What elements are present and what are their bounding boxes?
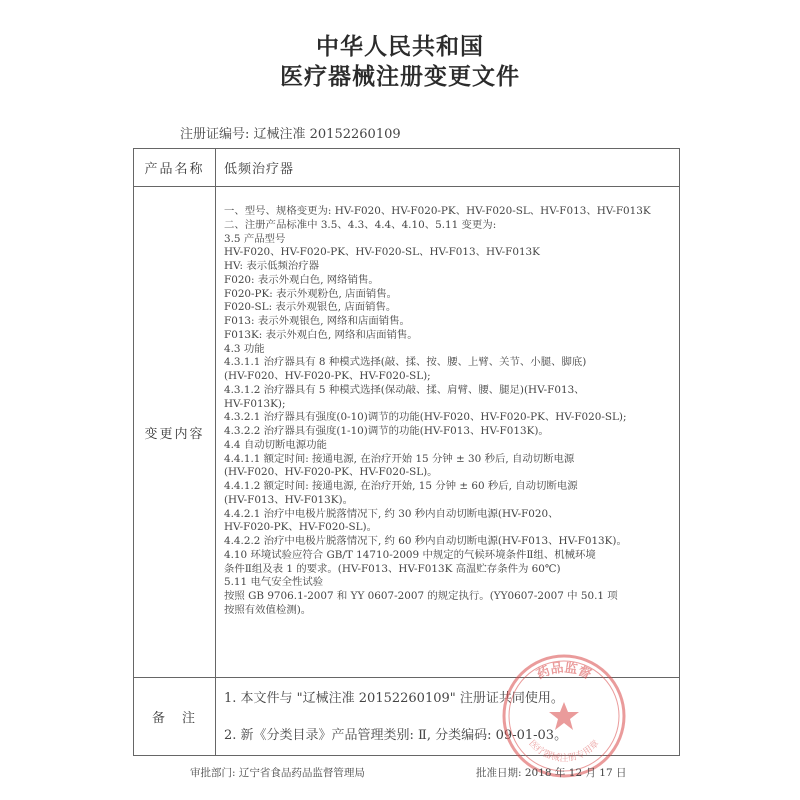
change-line: F020-PK: 表示外观粉色, 店面销售。 (224, 287, 398, 300)
change-line: 4.3.2.2 治疗器具有强度(1-10)调节的功能(HV-F013、HV-F013K)。 (224, 425, 549, 438)
change-line: HV-F020-PK、HV-F020-SL)。 (224, 521, 377, 534)
approval-date: 批准日期: 2018 年 12 月 17 日 (476, 767, 627, 779)
change-line: F013: 表示外观银色, 网络和店面销售。 (224, 315, 410, 328)
change-line (224, 618, 678, 632)
change-line: 二、注册产品标准中 3.5、4.3、4.4、4.10、5.11 变更为: (224, 218, 497, 231)
change-line: HV-F020、HV-F020-PK、HV-F020-SL、HV-F013、HV-F013K (224, 246, 540, 259)
change-line: 4.3 功能 (224, 342, 265, 355)
changes-row (134, 187, 680, 678)
change-line: 4.4.1.2 额定时间: 接通电源, 在治疗开始, 15 分钟 ± 60 秒后, 自动切断电源 (224, 480, 578, 493)
change-line: 4.10 环境试验应符合 GB/T 14710-2009 中规定的气候环境条件Ⅱ组、机械环境 (224, 548, 596, 561)
official-seal-stamp (500, 652, 628, 780)
registration-number: 注册证编号: 辽械注准 20152260109 (180, 127, 401, 142)
approval-authority: 审批部门: 辽宁省食品药品监督管理局 (190, 767, 365, 779)
seal-bottom-text: 医疗器械注册专用章 (526, 738, 602, 764)
change-line: HV: 表示低频治疗器 (224, 260, 320, 273)
svg-text:药品监督 (534, 660, 594, 683)
change-line: (HV-F020、HV-F020-PK、HV-F020-SL)。 (224, 466, 438, 479)
product-name-value: 低频治疗器 (216, 149, 680, 187)
change-line: F020-SL: 表示外观银色, 店面销售。 (224, 301, 397, 314)
change-line: 4.3.2.1 治疗器具有强度(0-10)调节的功能(HV-F020、HV-F020-PK、HV-F020-SL); (224, 411, 627, 424)
change-line: 4.4 自动切断电源功能 (224, 438, 327, 451)
change-line: (HV-F020、HV-F020-PK、HV-F020-SL); (224, 370, 431, 383)
change-line: 4.4.2.1 治疗中电极片脱落情况下, 约 30 秒内自动切断电源(HV-F020、 (224, 507, 559, 520)
notes-label: 备 注 (134, 678, 216, 756)
document-title-line1: 中华人民共和国 (316, 34, 484, 60)
document-title-line2: 医疗器械注册变更文件 (280, 64, 520, 90)
change-line: 4.4.2.2 治疗中电极片脱落情况下, 约 60 秒内自动切断电源(HV-F013、HV-F013K)。 (224, 535, 627, 548)
seal-top-text: 药品监督 (534, 660, 594, 683)
svg-text:医疗器械注册专用章 (526, 737, 601, 763)
note-line: 2. 新《分类目录》产品管理类别: Ⅱ, 分类编码: 09-01-03。 (224, 727, 568, 743)
change-line: 3.5 产品型号 (224, 232, 286, 245)
note-line: 1. 本文件与 "辽械注准 20152260109" 注册证共同使用。 (224, 690, 564, 706)
change-line: HV-F013K); (224, 397, 286, 410)
change-line: F013K: 表示外观白色, 网络和店面销售。 (224, 328, 418, 341)
change-line: 按照 GB 9706.1-2007 和 YY 0607-2007 的规定执行。(YY0607-2007 中 50.1 项 (224, 590, 618, 603)
change-line: 条件Ⅱ组及表 1 的要求。(HV-F013、HV-F013K 高温贮存条件为 60℃) (224, 562, 561, 575)
product-name-row (134, 149, 680, 187)
change-line: F020: 表示外观白色, 网络销售。 (224, 273, 379, 286)
change-line: 5.11 电气安全性试验 (224, 576, 324, 589)
change-line: 4.3.1.1 治疗器具有 8 种模式选择(敲、揉、按、腰、上臂、关节、小腿、脚底) (224, 356, 587, 369)
changes-label: 变更内容 (134, 187, 216, 678)
change-line: 一、型号、规格变更为: HV-F020、HV-F020-PK、HV-F020-SL、HV-F013、HV-F013K (224, 205, 651, 218)
change-line: 4.4.1.1 额定时间: 接通电源, 在治疗开始 15 分钟 ± 30 秒后, 自动切断电源 (224, 452, 575, 465)
change-line: 4.3.1.2 治疗器具有 5 种模式选择(保动敲、揉、肩臂、腰、腿足)(HV-F013、 (224, 383, 585, 396)
changes-content (216, 187, 680, 678)
change-line: 按照有效值检测)。 (224, 603, 312, 616)
product-name-label: 产品名称 (134, 149, 216, 187)
change-line (224, 631, 678, 645)
change-line: (HV-F013、HV-F013K)。 (224, 493, 353, 506)
